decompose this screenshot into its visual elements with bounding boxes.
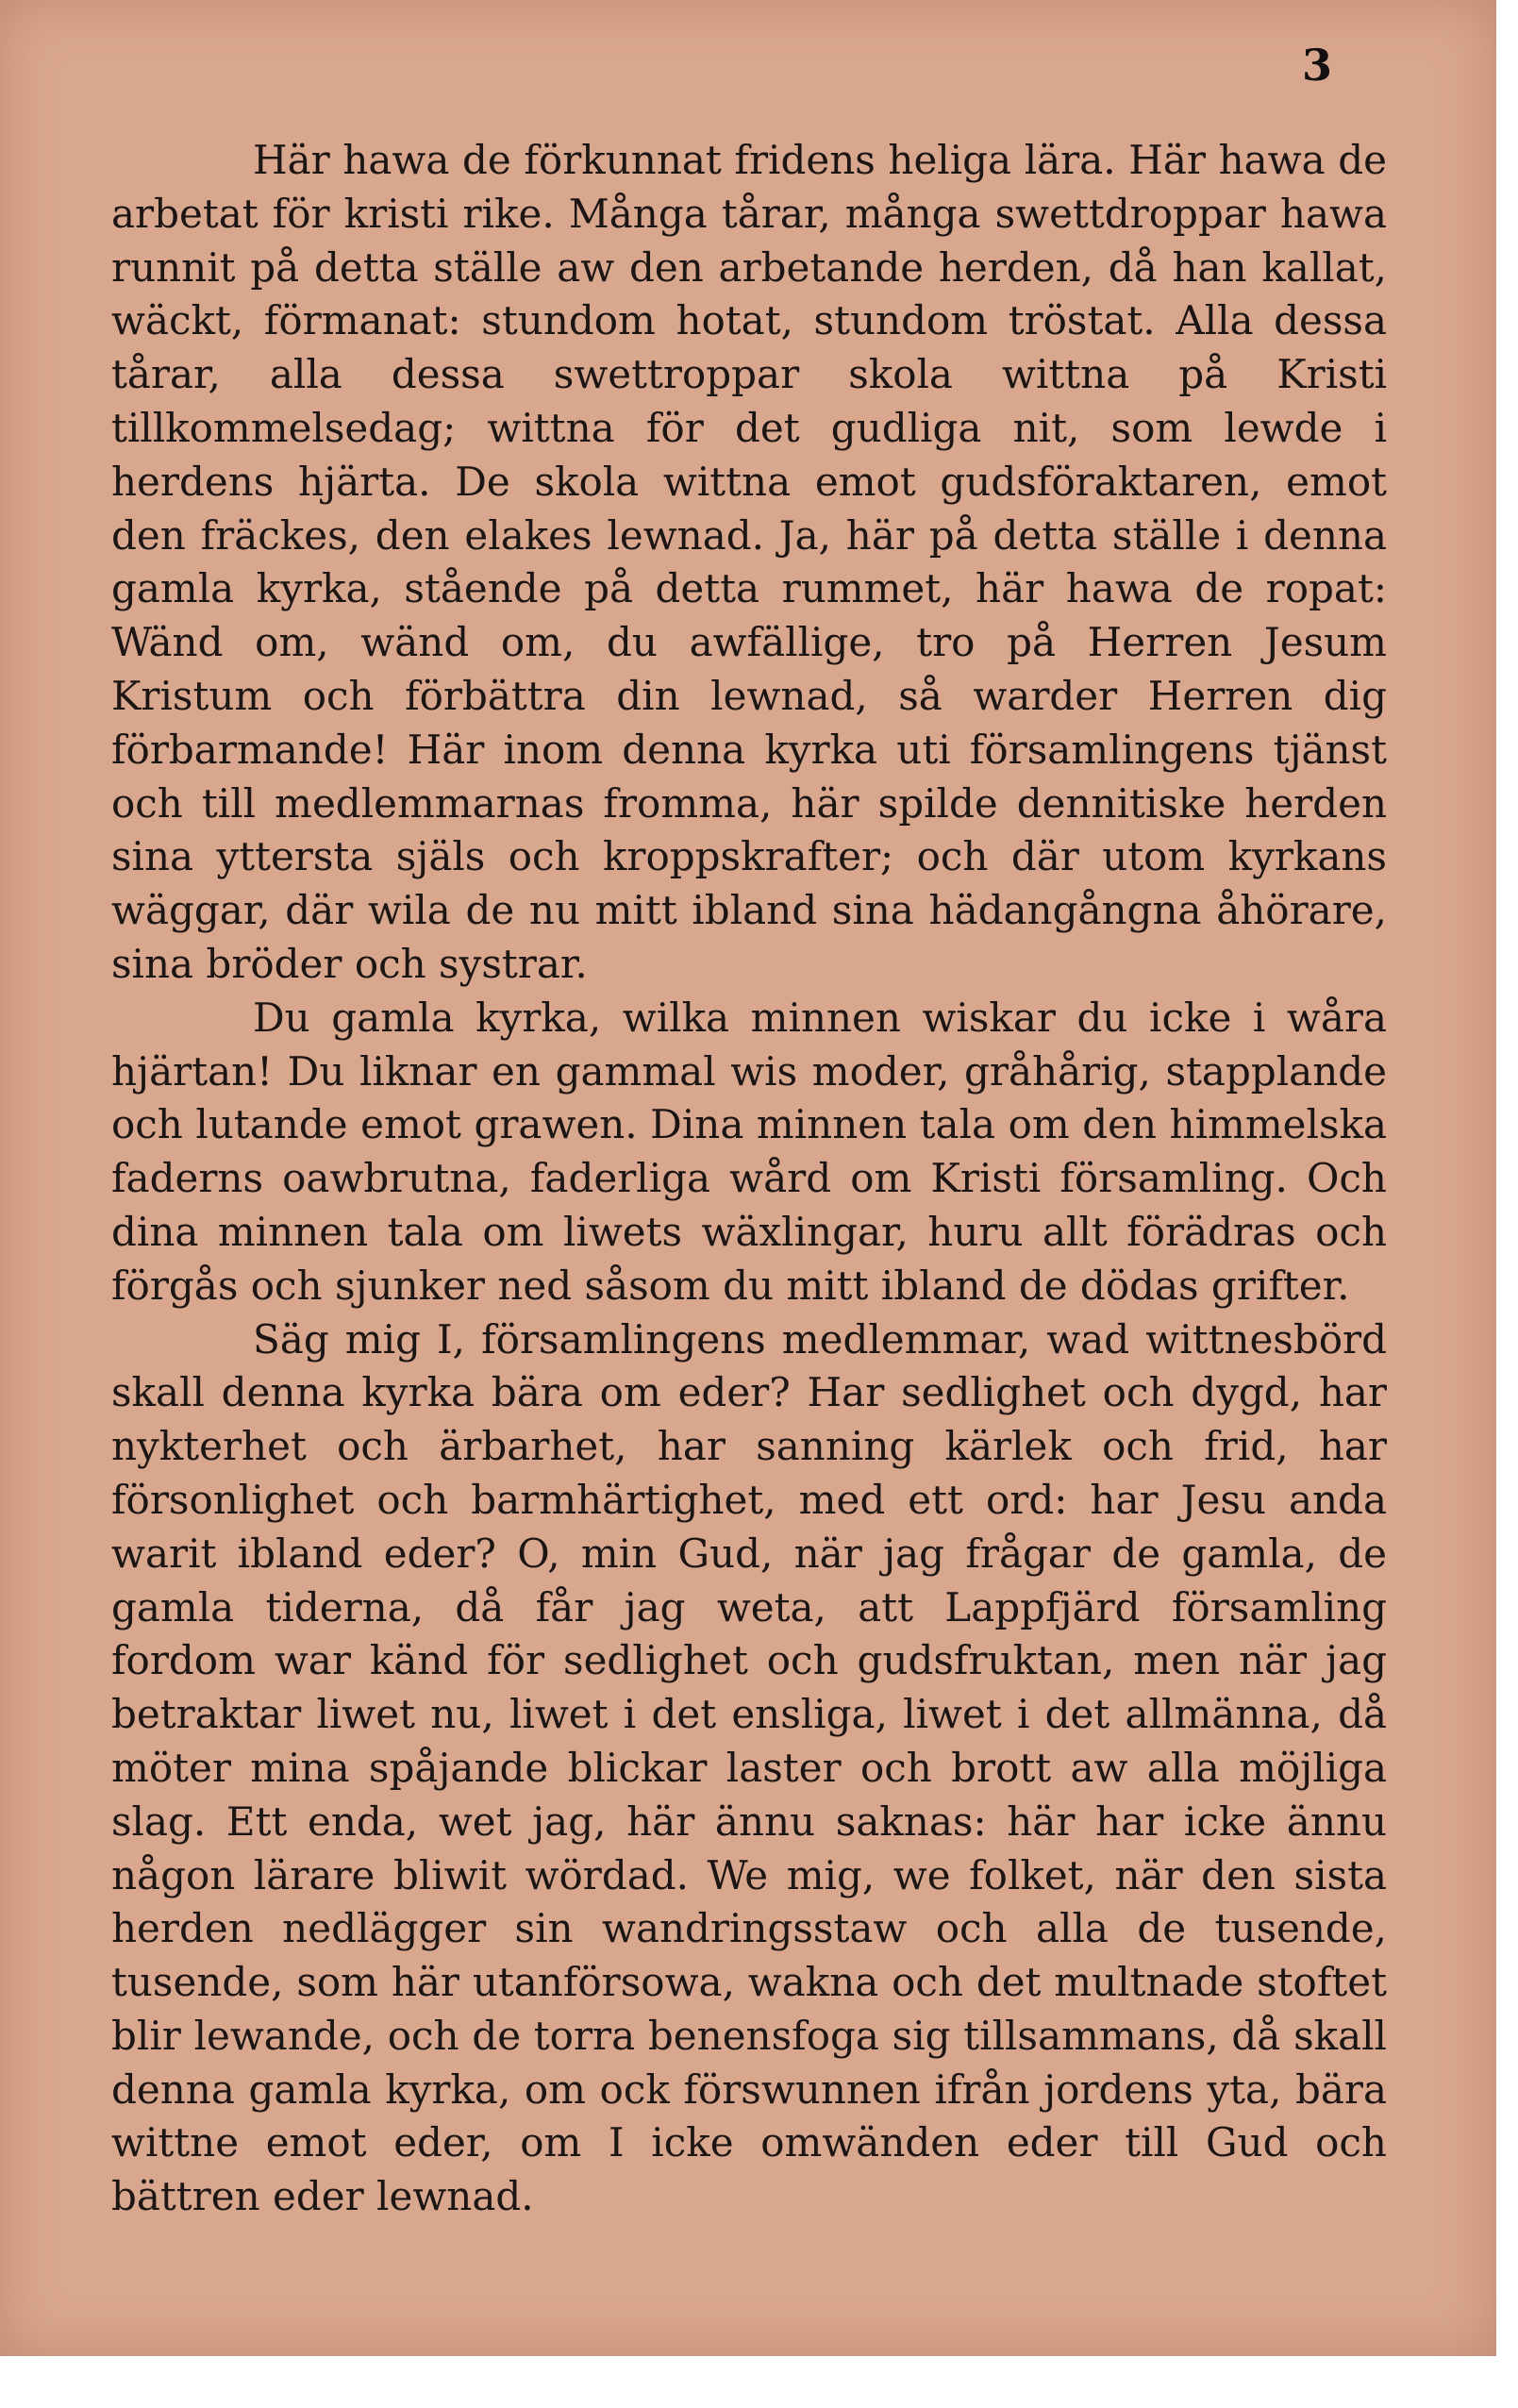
- page-number: 3: [1302, 40, 1333, 91]
- paragraph-1: Här hawa de förkunnat fridens heliga lära. Här hawa de arbetat för kristi rike. Många tårar, många swettdroppar hawa runnit på detta ställe aw den arbetande herden, då han kallat, wäckt, förmanat: stundom hotat, stundom tröstat. Alla dessa tårar, alla dessa swettroppar skola wittna på Kristi tillkommelsedag; wittna för det gudliga nit, som lewde i herdens hjärta. De skola wittna emot gudsföraktaren, emot den fräckes, den elakes lewnad. Ja, här på detta ställe i denna gamla kyrka, stående på detta rummet, här hawa de ropat: Wänd om, wänd om, du awfällige, tro på Herren Jesum Kristum och förbättra din lewnad, så warder Herren dig förbarmande! Här inom denna kyrka uti församlingens tjänst och till medlemmarnas fromma, här spilde dennitiske herden sina yttersta själs och kroppskrafter; och där utom kyrkans wäggar, där wila de nu mitt ibland sina hädangångna åhörare, sina bröder och systrar.: [111, 137, 1387, 987]
- paragraph-3: Säg mig I, församlingens medlemmar, wad wittnesbörd skall denna kyrka bära om eder? Har sedlighet och dygd, har nykterhet och ärbarhet, har sanning kärlek och frid, har försonlighet och barmhärtighet, med ett ord: har Jesu anda warit ibland eder? O, min Gud, när jag frågar de gamla, de gamla tiderna, då får jag weta, att Lappfjärd församling fordom war känd för sedlighet och gudsfruktan, men när jag betraktar liwet nu, liwet i det ensliga, liwet i det allmänna, då möter mina spåjande blickar laster och brott aw alla möjliga slag. Ett enda, wet jag, här ännu saknas: här har icke ännu någon lärare bliwit wördad. We mig, we folket, när den sista herden nedlägger sin wandringsstaw och alla de tusende, tusende, som här utanförsowa, wakna och det multnade stoftet blir lewande, och de torra benensfoga sig tillsammans, då skall denna gamla kyrka, om ock förswunnen ifrån jordens yta, bära wittne emot eder, om I icke omwänden eder till Gud och bättren eder lewnad.: [111, 1315, 1387, 2220]
- body-text: [111, 134, 1387, 2224]
- paragraph-2: Du gamla kyrka, wilka minnen wiskar du icke i wåra hjärtan! Du liknar en gammal wis moder, gråhårig, stapplande och lutande emot grawen. Dina minnen tala om den himmelska faderns oawbrutna, faderliga wård om Kristi församling. Och dina minnen tala om liwets wäxlingar, huru allt förädras och förgås och sjunker ned såsom du mitt ibland de dödas grifter.: [111, 994, 1387, 1309]
